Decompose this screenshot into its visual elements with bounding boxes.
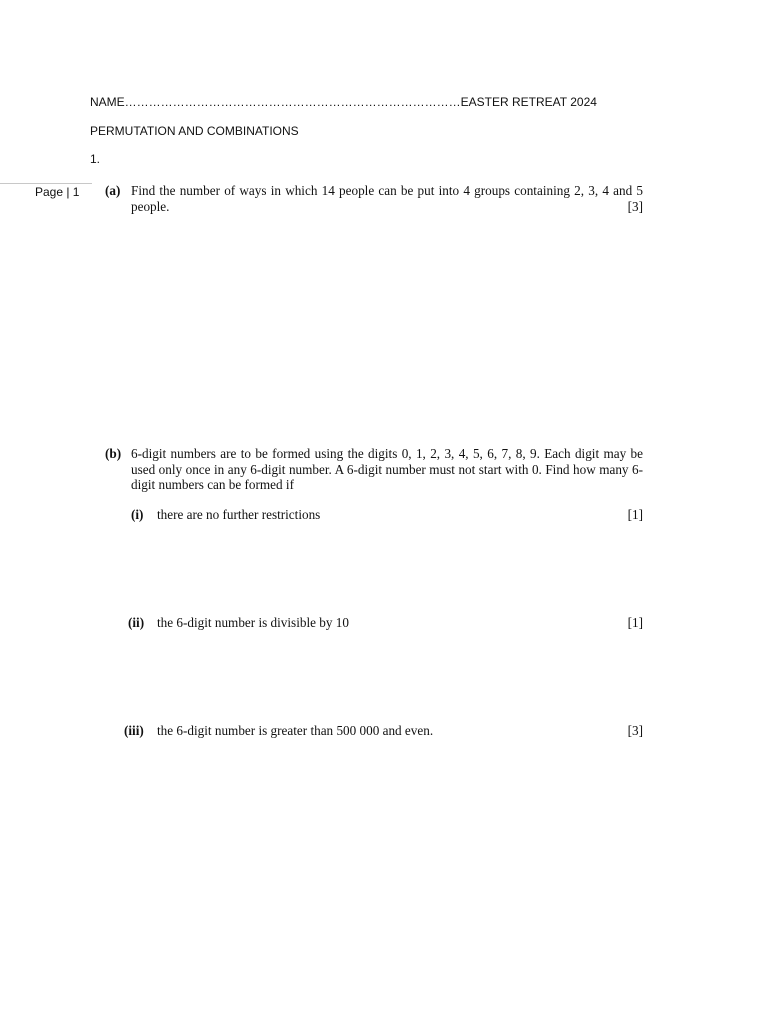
name-line: NAME…………………………………………………………………………EASTER RETREAT 2024 bbox=[90, 95, 597, 109]
subpart-iii-marks: [3] bbox=[627, 723, 643, 738]
subpart-i-label: (i) bbox=[131, 507, 144, 522]
question-number: 1. bbox=[90, 152, 101, 166]
subpart-i-marks: [1] bbox=[627, 507, 643, 522]
part-a-text: Find the number of ways in which 14 people can be put into 4 groups containing 2, 3, 4 and 5 people. bbox=[131, 183, 643, 214]
subpart-iii-label: (iii) bbox=[124, 723, 144, 738]
subpart-iii-text: the 6-digit number is greater than 500 000 and even. bbox=[157, 723, 434, 738]
subpart-ii-label: (ii) bbox=[128, 615, 145, 630]
subpart-ii-text: the 6-digit number is divisible by 10 bbox=[157, 615, 349, 630]
subpart-i-text: there are no further restrictions bbox=[157, 507, 321, 522]
margin-rule bbox=[0, 183, 92, 184]
topic-title: PERMUTATION AND COMBINATIONS bbox=[90, 124, 299, 138]
part-b-text: 6-digit numbers are to be formed using the digits 0, 1, 2, 3, 4, 5, 6, 7, 8, 9. Each digit may be used only once in any 6-digit number. A 6-digit number must not start with 0. Find how many 6-digit numbers can be formed if bbox=[131, 446, 643, 492]
page-number-label: Page | 1 bbox=[35, 185, 80, 199]
part-a-label: (a) bbox=[105, 183, 121, 198]
subpart-ii-marks: [1] bbox=[627, 615, 643, 630]
part-b-label: (b) bbox=[105, 446, 122, 461]
part-a-marks: [3] bbox=[627, 199, 643, 214]
